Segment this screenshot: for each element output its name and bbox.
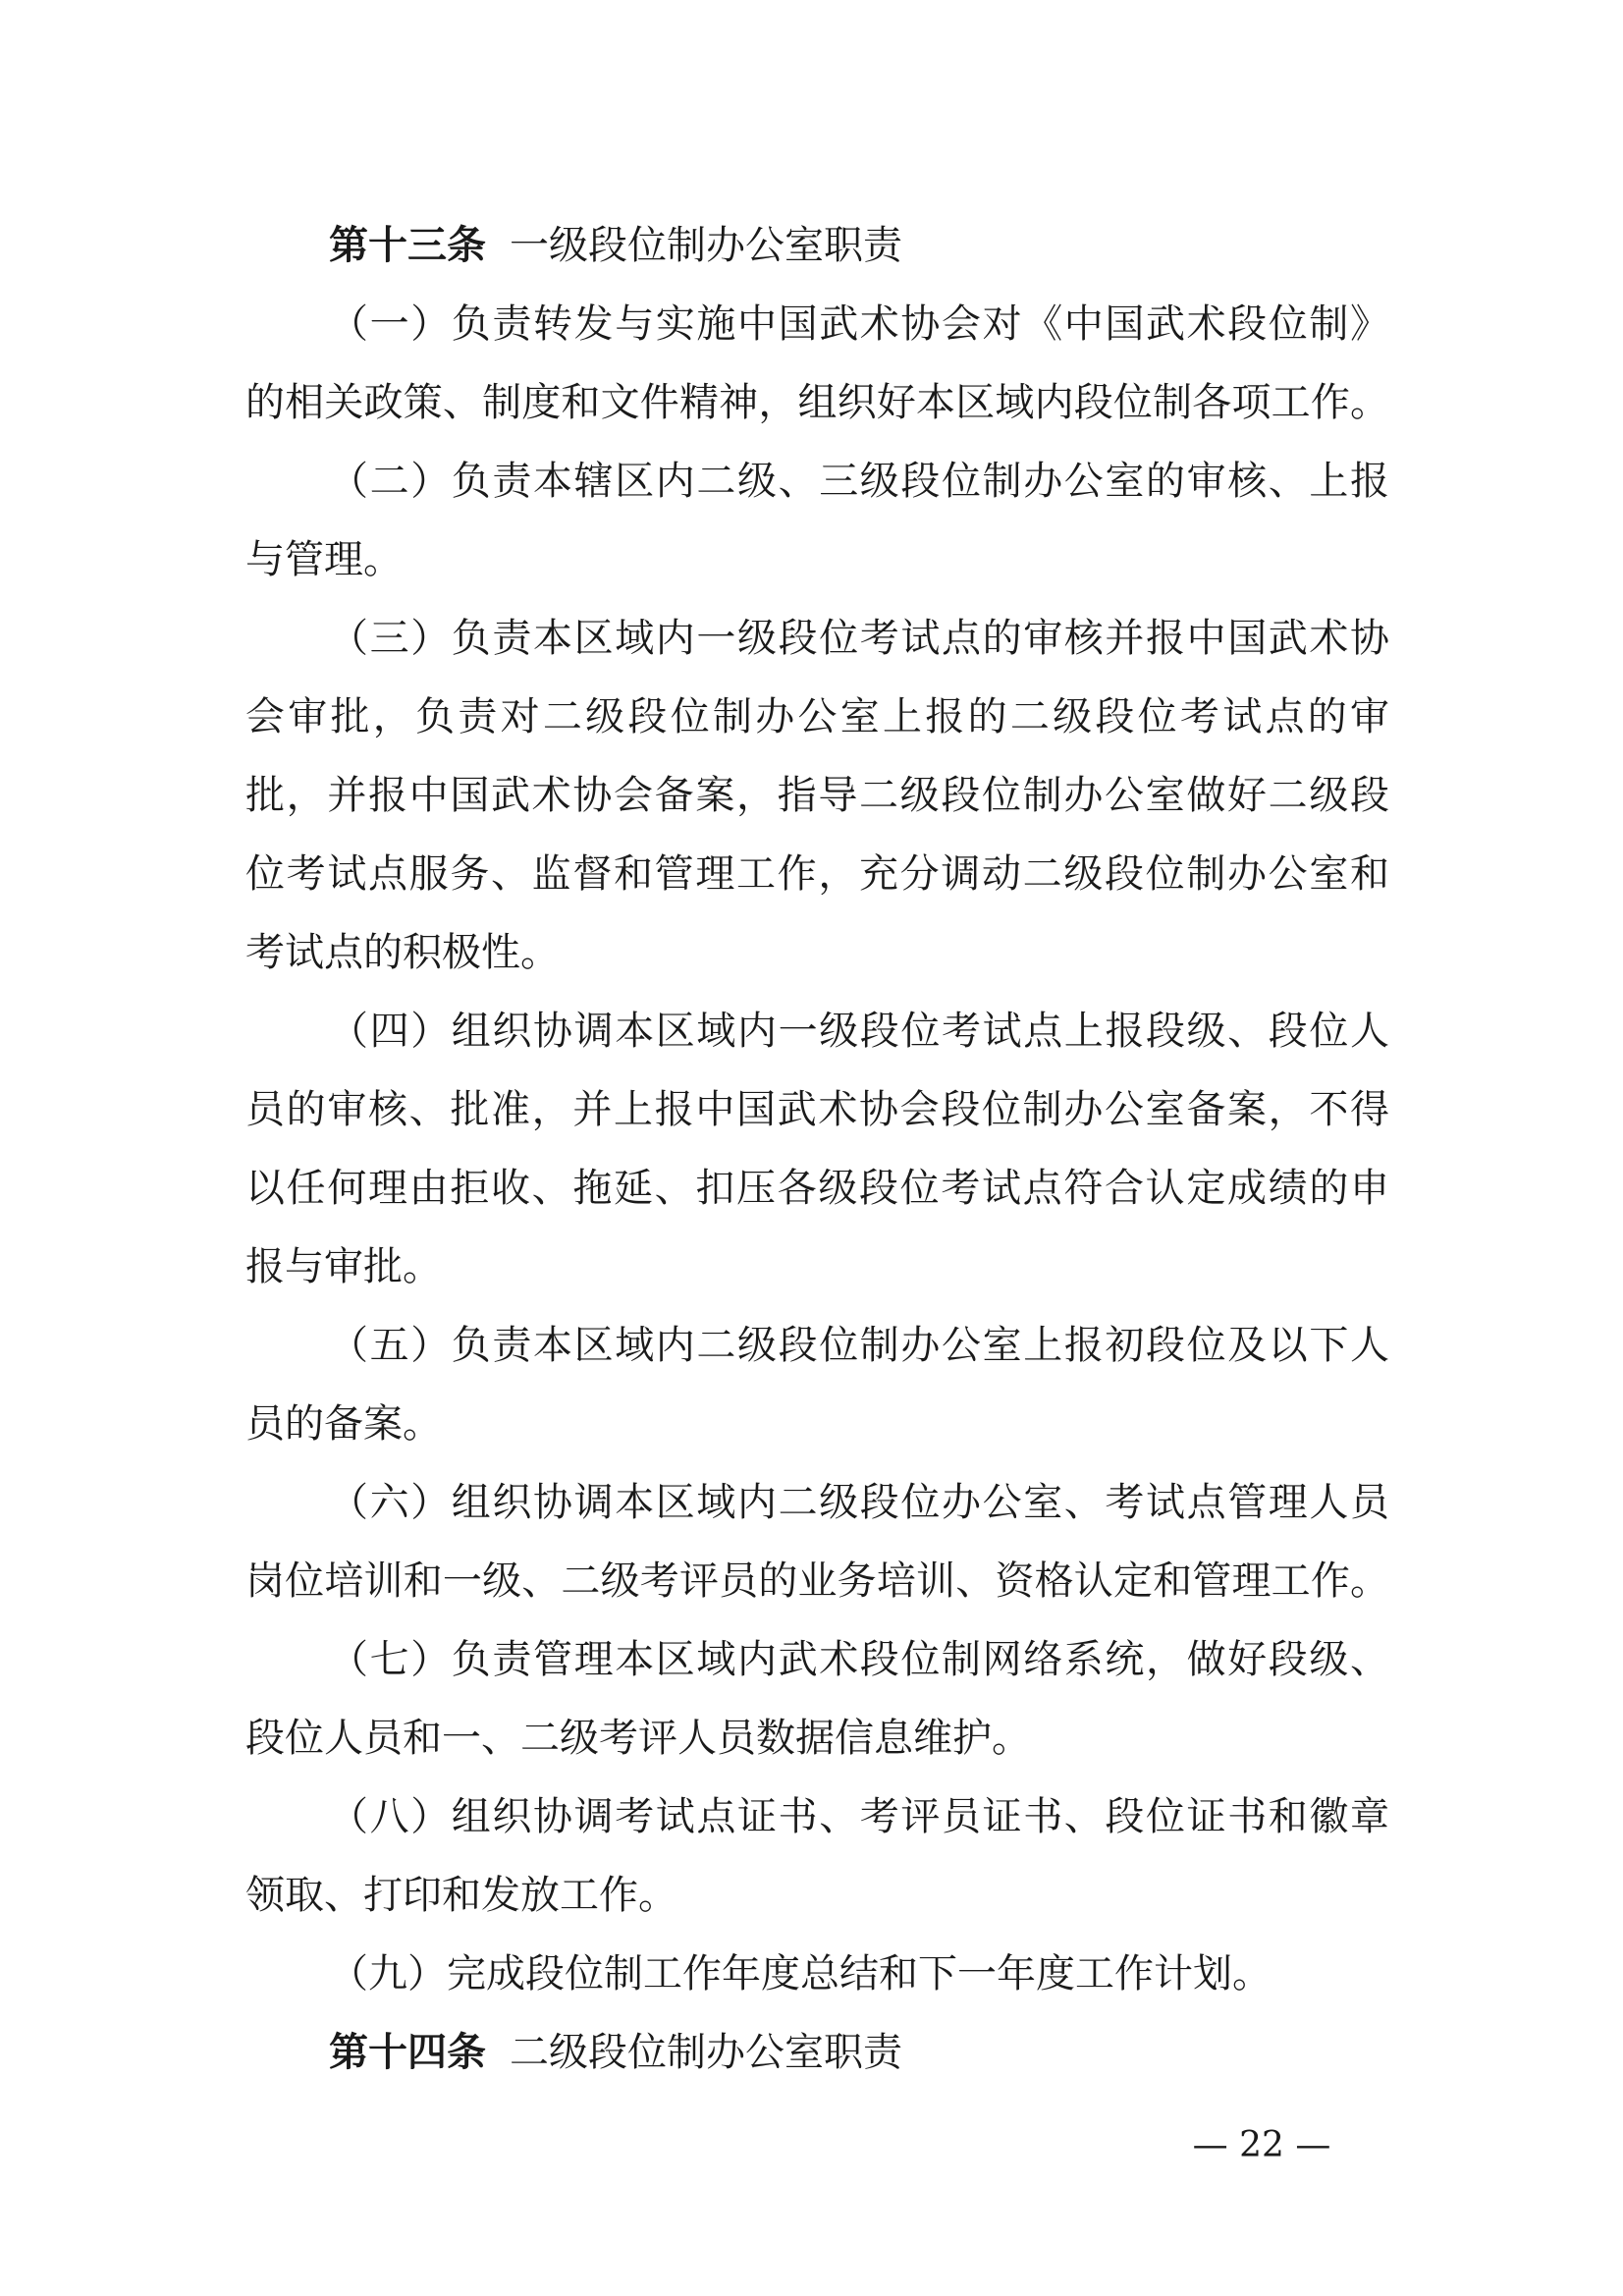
article-13-item-6-line-2: 岗位培训和一级、二级考评员的业务培训、资格认定和管理工作。	[245, 1558, 1389, 1604]
article-13-item-4-line-3: 以任何理由拒收、拖延、扣压各级段位考试点符合认定成绩的申	[245, 1166, 1389, 1211]
article-13-item-3-line-3: 批，并报中国武术协会备案，指导二级段位制办公室做好二级段	[245, 773, 1389, 818]
article-13-item-5-line-2: 员的备案。	[245, 1401, 442, 1447]
article-13-item-7-line-1: （七）负责管理本区域内武术段位制网络系统，做好段级、	[329, 1637, 1389, 1682]
article-13-item-9-line-1: （九）完成段位制工作年度总结和下一年度工作计划。	[329, 1951, 1271, 1996]
article-13-number: 第十三条	[329, 223, 486, 268]
article-13-item-1-line-2: 的相关政策、制度和文件精神，组织好本区域内段位制各项工作。	[245, 380, 1389, 425]
article-13-item-4-line-4: 报与审批。	[245, 1244, 442, 1289]
article-13-item-3-line-1: （三）负责本区域内一级段位考试点的审核并报中国武术协	[329, 616, 1389, 661]
article-13-title: 一级段位制办公室职责	[510, 223, 902, 268]
article-13-item-2-line-1: （二）负责本辖区内二级、三级段位制办公室的审核、上报	[329, 459, 1389, 504]
article-13-item-1-line-1: （一）负责转发与实施中国武术协会对《中国武术段位制》	[329, 301, 1389, 347]
article-13-item-8-line-1: （八）组织协调考试点证书、考评员证书、段位证书和徽章	[329, 1794, 1389, 1839]
article-13-item-4-line-2: 员的审核、批准，并上报中国武术协会段位制办公室备案，不得	[245, 1087, 1389, 1132]
article-13-item-3-line-5: 考试点的积极性。	[245, 930, 560, 975]
article-13-item-8-line-2: 领取、打印和发放工作。	[245, 1873, 677, 1918]
article-13-item-3-line-4: 位考试点服务、监督和管理工作，充分调动二级段位制办公室和	[245, 851, 1389, 897]
page-number: — 22 —	[1192, 2125, 1331, 2165]
article-14-heading	[329, 2025, 1389, 2080]
article-13-item-3-line-2: 会审批，负责对二级段位制办公室上报的二级段位考试点的审	[245, 694, 1389, 739]
article-13-item-2-line-2: 与管理。	[245, 537, 403, 582]
article-14-title: 二级段位制办公室职责	[510, 2030, 902, 2075]
article-13-item-5-line-1: （五）负责本区域内二级段位制办公室上报初段位及以下人	[329, 1323, 1389, 1368]
article-13-item-6-line-1: （六）组织协调本区域内二级段位办公室、考试点管理人员	[329, 1480, 1389, 1525]
article-13-item-4-line-1: （四）组织协调本区域内一级段位考试点上报段级、段位人	[329, 1009, 1389, 1054]
article-13-heading	[329, 218, 1389, 273]
article-14-number: 第十四条	[329, 2030, 486, 2075]
article-13-item-7-line-2: 段位人员和一、二级考评人员数据信息维护。	[245, 1716, 1031, 1761]
